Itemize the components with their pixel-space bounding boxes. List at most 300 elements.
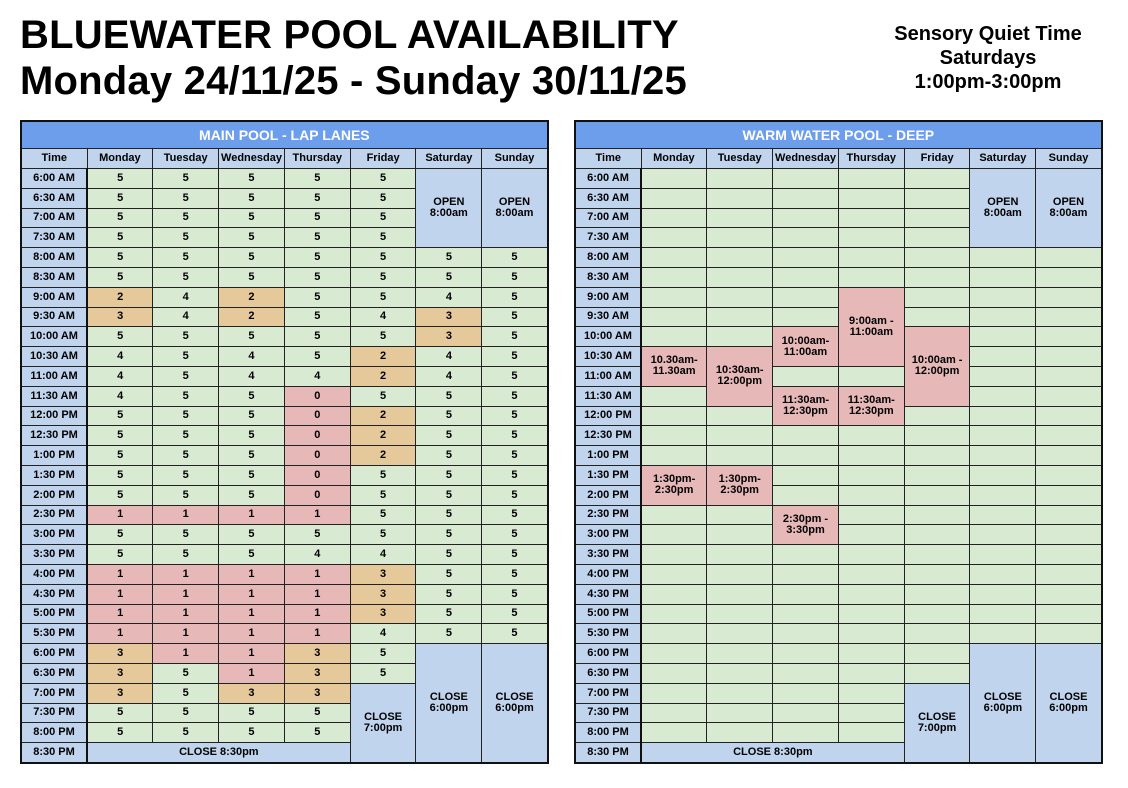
- main_pool-row: [21, 267, 548, 287]
- lanes-available-cell: 5: [87, 545, 153, 565]
- main_pool-row: [21, 307, 548, 327]
- available-cell: [904, 604, 970, 624]
- time-label: 7:00 AM: [21, 208, 87, 228]
- lanes-available-cell: 5: [284, 703, 350, 723]
- lanes-available-cell: 4: [284, 545, 350, 565]
- available-cell: [641, 683, 707, 703]
- lanes-available-cell: 5: [284, 287, 350, 307]
- lanes-available-cell: 5: [416, 446, 482, 466]
- lanes-available-cell: 5: [416, 406, 482, 426]
- lanes-available-cell: 5: [219, 406, 285, 426]
- available-cell: [838, 366, 904, 386]
- lanes-available-cell: 5: [153, 446, 219, 466]
- warm_pool-row: [575, 644, 1102, 664]
- lanes-available-cell: 5: [416, 525, 482, 545]
- time-label: 9:30 AM: [21, 307, 87, 327]
- time-label: 8:00 AM: [21, 248, 87, 268]
- time-label: 7:30 PM: [575, 703, 641, 723]
- available-cell: [904, 287, 970, 307]
- available-cell: [641, 703, 707, 723]
- available-cell: [641, 604, 707, 624]
- lanes-available-cell: 5: [284, 267, 350, 287]
- main_pool-row: [21, 525, 548, 545]
- lanes-available-cell: 1: [153, 604, 219, 624]
- lanes-available-cell: 5: [219, 386, 285, 406]
- lanes-available-cell: 5: [153, 663, 219, 683]
- lanes-available-cell: 5: [153, 485, 219, 505]
- available-cell: [773, 604, 839, 624]
- available-cell: [904, 406, 970, 426]
- available-cell: [838, 723, 904, 743]
- available-cell: [838, 703, 904, 723]
- available-cell: [707, 208, 773, 228]
- time-label: 3:30 PM: [21, 545, 87, 565]
- time-label: 6:30 AM: [21, 188, 87, 208]
- time-label: 2:00 PM: [21, 485, 87, 505]
- available-cell: [773, 703, 839, 723]
- available-cell: [1036, 347, 1102, 367]
- available-cell: [1036, 465, 1102, 485]
- lanes-available-cell: 5: [153, 366, 219, 386]
- available-cell: [641, 188, 707, 208]
- closed-block: CLOSE 7:00pm: [350, 683, 416, 763]
- available-cell: [838, 188, 904, 208]
- main_pool-row: [21, 545, 548, 565]
- available-cell: [773, 307, 839, 327]
- available-cell: [970, 366, 1036, 386]
- lanes-available-cell: 5: [87, 426, 153, 446]
- available-cell: [904, 248, 970, 268]
- lanes-available-cell: 1: [284, 624, 350, 644]
- main_pool-row: [21, 426, 548, 446]
- available-cell: [970, 584, 1036, 604]
- lanes-available-cell: 5: [219, 267, 285, 287]
- lanes-available-cell: 5: [482, 505, 548, 525]
- warm_pool-column-header-row: [575, 149, 1102, 169]
- lanes-available-cell: 0: [284, 485, 350, 505]
- booked-block: 10:00am- 11:00am: [773, 327, 839, 367]
- available-cell: [707, 248, 773, 268]
- lanes-available-cell: 5: [219, 248, 285, 268]
- booked-block: 11:30am- 12:30pm: [838, 386, 904, 426]
- lanes-available-cell: 5: [219, 545, 285, 565]
- available-cell: [773, 545, 839, 565]
- lanes-available-cell: 5: [416, 604, 482, 624]
- title-line-1: BLUEWATER POOL AVAILABILITY: [20, 13, 679, 57]
- available-cell: [773, 683, 839, 703]
- available-cell: [838, 584, 904, 604]
- available-cell: [838, 663, 904, 683]
- main_pool-row: [21, 604, 548, 624]
- lanes-available-cell: 4: [284, 366, 350, 386]
- column-header-sunday: Sunday: [1036, 149, 1102, 169]
- closed-block: OPEN 8:00am: [970, 169, 1036, 248]
- available-cell: [641, 267, 707, 287]
- available-cell: [904, 208, 970, 228]
- lanes-available-cell: 5: [219, 228, 285, 248]
- time-label: 12:00 PM: [21, 406, 87, 426]
- lanes-available-cell: 5: [350, 267, 416, 287]
- lanes-available-cell: 5: [284, 169, 350, 189]
- available-cell: [1036, 287, 1102, 307]
- lanes-available-cell: 5: [87, 169, 153, 189]
- available-cell: [641, 406, 707, 426]
- time-label: 5:00 PM: [575, 604, 641, 624]
- lanes-available-cell: 5: [153, 723, 219, 743]
- warm_pool-row: [575, 525, 1102, 545]
- lanes-available-cell: 2: [219, 307, 285, 327]
- available-cell: [904, 485, 970, 505]
- available-cell: [904, 663, 970, 683]
- lanes-available-cell: 5: [87, 465, 153, 485]
- available-cell: [773, 663, 839, 683]
- available-cell: [641, 287, 707, 307]
- lanes-available-cell: 4: [219, 366, 285, 386]
- time-label: 2:30 PM: [21, 505, 87, 525]
- main_pool-title-row: [21, 121, 548, 149]
- time-label: 6:30 PM: [575, 663, 641, 683]
- lanes-available-cell: 2: [350, 426, 416, 446]
- available-cell: [773, 624, 839, 644]
- lanes-available-cell: 5: [416, 248, 482, 268]
- lanes-available-cell: 5: [219, 188, 285, 208]
- lanes-available-cell: 5: [350, 525, 416, 545]
- available-cell: [641, 426, 707, 446]
- available-cell: [773, 267, 839, 287]
- available-cell: [773, 366, 839, 386]
- lanes-available-cell: 5: [153, 406, 219, 426]
- booked-block: 10:30am- 12:00pm: [707, 347, 773, 406]
- lanes-available-cell: 1: [87, 604, 153, 624]
- lanes-available-cell: 5: [482, 446, 548, 466]
- lanes-available-cell: 5: [416, 505, 482, 525]
- available-cell: [970, 624, 1036, 644]
- main_pool-row: [21, 327, 548, 347]
- column-header-monday: Monday: [641, 149, 707, 169]
- lanes-available-cell: 5: [153, 188, 219, 208]
- available-cell: [904, 505, 970, 525]
- time-label: 3:00 PM: [575, 525, 641, 545]
- warm_pool-row: [575, 267, 1102, 287]
- available-cell: [707, 703, 773, 723]
- available-cell: [838, 683, 904, 703]
- time-label: 4:30 PM: [575, 584, 641, 604]
- lanes-available-cell: 5: [219, 465, 285, 485]
- lanes-available-cell: 1: [284, 604, 350, 624]
- available-cell: [970, 505, 1036, 525]
- time-label: 8:30 AM: [575, 267, 641, 287]
- main_pool-row: [21, 584, 548, 604]
- available-cell: [838, 248, 904, 268]
- available-cell: [904, 426, 970, 446]
- lanes-available-cell: 1: [219, 505, 285, 525]
- lanes-available-cell: 5: [482, 406, 548, 426]
- lanes-available-cell: 4: [350, 307, 416, 327]
- lanes-available-cell: 5: [482, 465, 548, 485]
- available-cell: [773, 446, 839, 466]
- lanes-available-cell: 1: [87, 584, 153, 604]
- available-cell: [970, 287, 1036, 307]
- time-label: 6:00 PM: [21, 644, 87, 664]
- lanes-available-cell: 5: [219, 723, 285, 743]
- lanes-available-cell: 5: [153, 386, 219, 406]
- lanes-available-cell: 5: [350, 287, 416, 307]
- lanes-available-cell: 5: [153, 703, 219, 723]
- time-label: 10:00 AM: [21, 327, 87, 347]
- lanes-available-cell: 3: [219, 683, 285, 703]
- time-label: 6:00 AM: [575, 169, 641, 189]
- available-cell: [1036, 485, 1102, 505]
- lanes-available-cell: 3: [416, 327, 482, 347]
- lanes-available-cell: 5: [153, 465, 219, 485]
- available-cell: [970, 327, 1036, 347]
- lanes-available-cell: 5: [416, 386, 482, 406]
- available-cell: [773, 228, 839, 248]
- time-label: 5:30 PM: [21, 624, 87, 644]
- available-cell: [970, 485, 1036, 505]
- lanes-available-cell: 3: [87, 663, 153, 683]
- available-cell: [970, 465, 1036, 485]
- main_pool-title: MAIN POOL - LAP LANES: [21, 121, 548, 149]
- lanes-available-cell: 5: [416, 545, 482, 565]
- available-cell: [707, 188, 773, 208]
- time-label: 4:00 PM: [21, 564, 87, 584]
- column-header-friday: Friday: [904, 149, 970, 169]
- time-label: 12:30 PM: [21, 426, 87, 446]
- available-cell: [641, 723, 707, 743]
- time-label: 11:30 AM: [575, 386, 641, 406]
- available-cell: [970, 267, 1036, 287]
- available-cell: [641, 386, 707, 406]
- lanes-available-cell: 5: [153, 545, 219, 565]
- closed-block: CLOSE 6:00pm: [970, 644, 1036, 763]
- available-cell: [707, 644, 773, 664]
- available-cell: [707, 228, 773, 248]
- warm_pool-row: [575, 426, 1102, 446]
- lanes-available-cell: 5: [87, 406, 153, 426]
- main_pool-row: [21, 366, 548, 386]
- lanes-available-cell: 0: [284, 446, 350, 466]
- available-cell: [641, 525, 707, 545]
- column-header-wednesday: Wednesday: [773, 149, 839, 169]
- available-cell: [838, 228, 904, 248]
- lanes-available-cell: 0: [284, 426, 350, 446]
- available-cell: [838, 208, 904, 228]
- available-cell: [641, 663, 707, 683]
- closed-block: CLOSE 6:00pm: [482, 644, 548, 763]
- warm_pool-row: [575, 624, 1102, 644]
- lanes-available-cell: 5: [219, 208, 285, 228]
- column-header-tuesday: Tuesday: [707, 149, 773, 169]
- available-cell: [838, 465, 904, 485]
- lanes-available-cell: 5: [350, 228, 416, 248]
- lanes-available-cell: 5: [284, 327, 350, 347]
- lanes-available-cell: 5: [153, 208, 219, 228]
- lanes-available-cell: 5: [482, 267, 548, 287]
- available-cell: [773, 723, 839, 743]
- warm_pool-row: [575, 307, 1102, 327]
- time-label: 7:30 AM: [575, 228, 641, 248]
- available-cell: [707, 683, 773, 703]
- warm_pool-row: [575, 446, 1102, 466]
- available-cell: [707, 525, 773, 545]
- lanes-available-cell: 5: [350, 644, 416, 664]
- lanes-available-cell: 5: [416, 584, 482, 604]
- time-label: 5:00 PM: [21, 604, 87, 624]
- time-label: 5:30 PM: [575, 624, 641, 644]
- available-cell: [1036, 584, 1102, 604]
- time-label: 11:00 AM: [575, 366, 641, 386]
- closed-block: OPEN 8:00am: [1036, 169, 1102, 248]
- available-cell: [904, 228, 970, 248]
- column-header-friday: Friday: [350, 149, 416, 169]
- main_pool-row: [21, 465, 548, 485]
- available-cell: [1036, 366, 1102, 386]
- time-label: 8:30 PM: [575, 743, 641, 763]
- available-cell: [970, 386, 1036, 406]
- lanes-available-cell: 5: [284, 188, 350, 208]
- lanes-available-cell: 5: [87, 188, 153, 208]
- lanes-available-cell: 1: [153, 624, 219, 644]
- lanes-available-cell: 2: [87, 287, 153, 307]
- available-cell: [707, 267, 773, 287]
- lanes-available-cell: 5: [284, 347, 350, 367]
- lanes-available-cell: 4: [416, 287, 482, 307]
- time-label: 1:30 PM: [21, 465, 87, 485]
- lanes-available-cell: 5: [482, 426, 548, 446]
- warm_pool-row: [575, 169, 1102, 189]
- time-label: 10:00 AM: [575, 327, 641, 347]
- available-cell: [970, 446, 1036, 466]
- lanes-available-cell: 1: [87, 624, 153, 644]
- closed-block: OPEN 8:00am: [482, 169, 548, 248]
- warm_pool-row: [575, 386, 1102, 406]
- available-cell: [707, 406, 773, 426]
- available-cell: [1036, 248, 1102, 268]
- available-cell: [970, 248, 1036, 268]
- lanes-available-cell: 5: [153, 327, 219, 347]
- lanes-available-cell: 5: [482, 347, 548, 367]
- time-label: 12:30 PM: [575, 426, 641, 446]
- time-label: 1:30 PM: [575, 465, 641, 485]
- available-cell: [773, 188, 839, 208]
- available-cell: [707, 169, 773, 189]
- lanes-available-cell: 5: [416, 624, 482, 644]
- lanes-available-cell: 5: [219, 525, 285, 545]
- available-cell: [904, 169, 970, 189]
- booked-block: 1:30pm- 2:30pm: [707, 465, 773, 505]
- lanes-available-cell: 5: [482, 525, 548, 545]
- available-cell: [970, 347, 1036, 367]
- available-cell: [773, 248, 839, 268]
- available-cell: [707, 307, 773, 327]
- available-cell: [707, 663, 773, 683]
- available-cell: [1036, 545, 1102, 565]
- main-pool-table: [20, 120, 549, 764]
- lanes-available-cell: 1: [219, 604, 285, 624]
- lanes-available-cell: 4: [219, 347, 285, 367]
- available-cell: [641, 307, 707, 327]
- main_pool-column-header-row: [21, 149, 548, 169]
- available-cell: [773, 169, 839, 189]
- available-cell: [707, 723, 773, 743]
- available-cell: [838, 446, 904, 466]
- lanes-available-cell: 2: [350, 446, 416, 466]
- available-cell: [838, 604, 904, 624]
- lanes-available-cell: 5: [153, 525, 219, 545]
- available-cell: [641, 327, 707, 347]
- lanes-available-cell: 5: [87, 248, 153, 268]
- main_pool-row: [21, 386, 548, 406]
- time-label: 8:00 PM: [21, 723, 87, 743]
- available-cell: [641, 564, 707, 584]
- lanes-available-cell: 5: [350, 505, 416, 525]
- available-cell: [641, 208, 707, 228]
- booked-block: 2:30pm - 3:30pm: [773, 505, 839, 545]
- column-header-saturday: Saturday: [970, 149, 1036, 169]
- lanes-available-cell: 1: [219, 624, 285, 644]
- warm_pool-title: WARM WATER POOL - DEEP: [575, 121, 1102, 149]
- lanes-available-cell: 5: [153, 248, 219, 268]
- sensory-quiet-time-note: [868, 22, 1108, 94]
- main_pool-row: [21, 287, 548, 307]
- warm_pool-row: [575, 248, 1102, 268]
- time-label: 10:30 AM: [575, 347, 641, 367]
- lanes-available-cell: 4: [153, 287, 219, 307]
- lanes-available-cell: 3: [87, 644, 153, 664]
- time-label: 7:30 AM: [21, 228, 87, 248]
- available-cell: [838, 525, 904, 545]
- closed-block: CLOSE 8:30pm: [641, 743, 904, 763]
- time-label: 2:00 PM: [575, 485, 641, 505]
- warm_pool-title-row: [575, 121, 1102, 149]
- available-cell: [1036, 307, 1102, 327]
- lanes-available-cell: 2: [350, 366, 416, 386]
- lanes-available-cell: 5: [87, 327, 153, 347]
- time-label: 3:00 PM: [21, 525, 87, 545]
- time-label: 9:30 AM: [575, 307, 641, 327]
- lanes-available-cell: 5: [482, 545, 548, 565]
- main_pool-row: [21, 169, 548, 189]
- lanes-available-cell: 5: [416, 465, 482, 485]
- available-cell: [773, 465, 839, 485]
- main_pool-row: [21, 644, 548, 664]
- lanes-available-cell: 5: [87, 723, 153, 743]
- lanes-available-cell: 3: [284, 683, 350, 703]
- lanes-available-cell: 0: [284, 465, 350, 485]
- time-label: 11:00 AM: [21, 366, 87, 386]
- lanes-available-cell: 5: [284, 307, 350, 327]
- main_pool-row: [21, 248, 548, 268]
- available-cell: [1036, 604, 1102, 624]
- note-line-2: Saturdays: [939, 47, 1037, 69]
- available-cell: [641, 584, 707, 604]
- warm_pool-row: [575, 327, 1102, 347]
- lanes-available-cell: 1: [153, 644, 219, 664]
- available-cell: [641, 446, 707, 466]
- lanes-available-cell: 3: [87, 683, 153, 703]
- lanes-available-cell: 1: [153, 584, 219, 604]
- time-label: 10:30 AM: [21, 347, 87, 367]
- main_pool-row: [21, 505, 548, 525]
- lanes-available-cell: 5: [350, 663, 416, 683]
- lanes-available-cell: 5: [416, 564, 482, 584]
- lanes-available-cell: 3: [350, 564, 416, 584]
- available-cell: [641, 228, 707, 248]
- available-cell: [1036, 406, 1102, 426]
- available-cell: [1036, 446, 1102, 466]
- lanes-available-cell: 5: [482, 564, 548, 584]
